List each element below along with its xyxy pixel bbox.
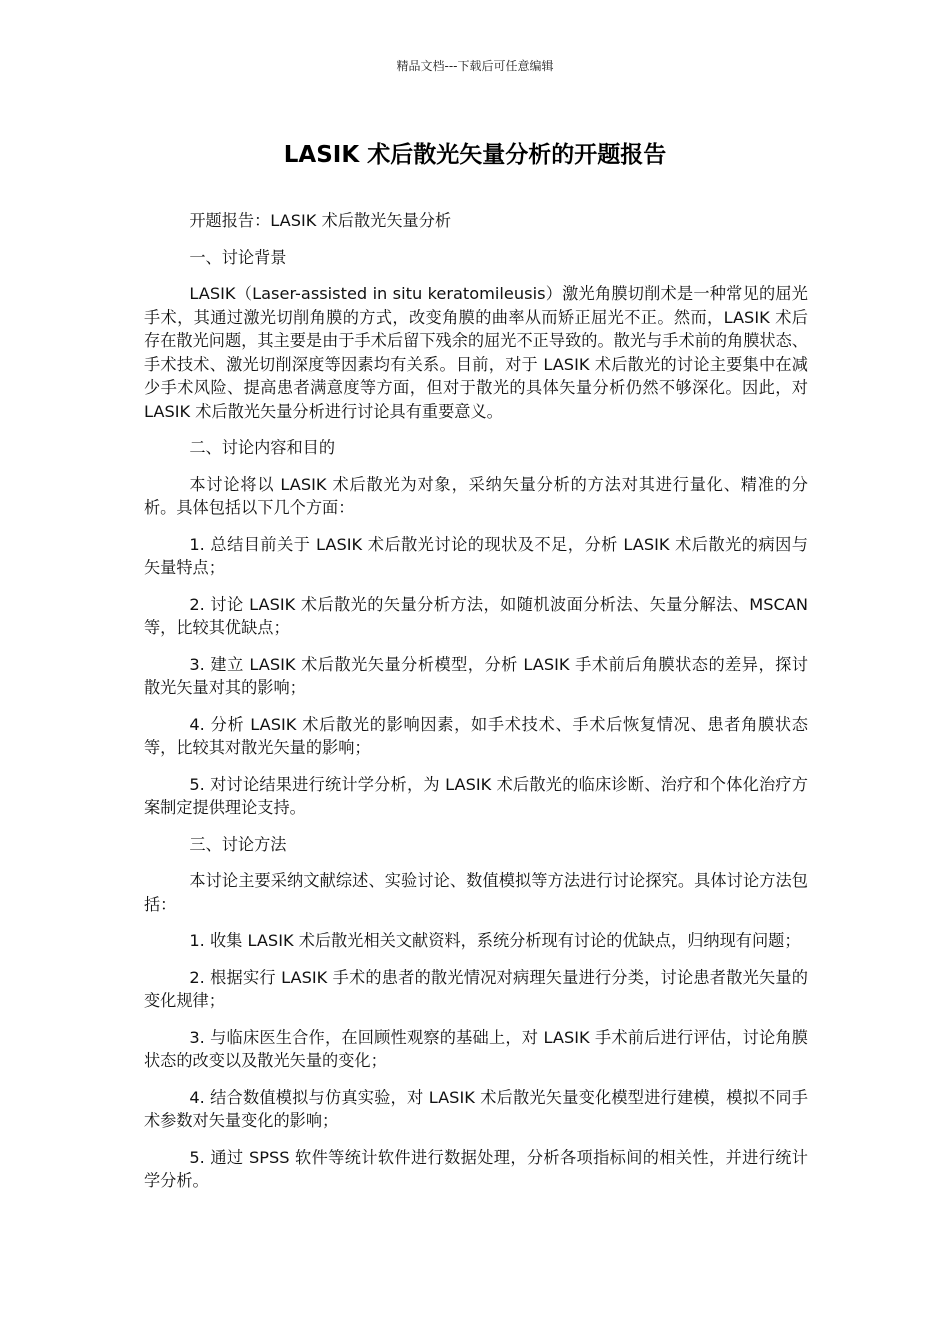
- document-title: LASIK 术后散光矢量分析的开题报告: [283, 142, 667, 168]
- section-heading-methods: 三、讨论方法: [189, 834, 287, 854]
- method-item-2: 2. 根据实行 LASIK 手术的患者的散光情况对病理矢量进行分类，讨论患者散光矢量的变化规律；: [144, 967, 808, 1010]
- section-heading-content: 二、讨论内容和目的: [189, 438, 336, 457]
- content-item-3: 3. 建立 LASIK 术后散光矢量分析模型，分析 LASIK 手术前后角膜状态的差异，探讨散光矢量对其的影响；: [144, 654, 808, 697]
- method-item-4: 4. 结合数值模拟与仿真实验，对 LASIK 术后散光矢量变化模型进行建模，模拟不同手术参数对矢量变化的影响；: [144, 1087, 808, 1130]
- content-intro-paragraph: 本讨论将以 LASIK 术后散光为对象，采纳矢量分析的方法对其进行量化、精准的分析。具体包括以下几个方面：: [144, 474, 808, 517]
- content-item-2: 2. 讨论 LASIK 术后散光的矢量分析方法，如随机波面分析法、矢量分解法、MSCAN 等，比较其优缺点；: [144, 594, 808, 637]
- page-header: 精品文档---下载后可任意编辑: [396, 59, 554, 73]
- section-heading-background: 一、讨论背景: [189, 247, 287, 267]
- method-item-3: 3. 与临床医生合作，在回顾性观察的基础上，对 LASIK 手术前后进行评估，讨论角膜状态的改变以及散光矢量的变化；: [144, 1027, 808, 1070]
- report-subject: 开题报告：LASIK 术后散光矢量分析: [189, 211, 452, 230]
- content-item-1: 1. 总结目前关于 LASIK 术后散光讨论的现状及不足，分析 LASIK 术后散光的病因与矢量特点；: [144, 534, 808, 577]
- content-item-4: 4. 分析 LASIK 术后散光的影响因素，如手术技术、手术后恢复情况、患者角膜状态等，比较其对散光矢量的影响；: [144, 714, 808, 757]
- method-item-1: 1. 收集 LASIK 术后散光相关文献资料，系统分析现有讨论的优缺点，归纳现有问题；: [189, 931, 801, 950]
- background-paragraph: LASIK（Laser-assisted in situ keratomileusis）激光角膜切削术是一种常见的屈光手术，其通过激光切削角膜的方式，改变角膜的曲率从而矫正屈光不正。然而，LASIK 术后存在散光问题，其主要是由于手术后留下残余的屈光不正导致的。散光与手术前的角膜状态、手术技术、激光切削深度等因素均有关系。目前，对于 LASIK 术后散光的讨论主要集中在减少手术风险、提高患者满意度等方面，但对于散光的具体矢量分析仍然不够深化。因此，对 LASIK 术后散光矢量分析进行讨论具有重要意义。: [144, 284, 808, 421]
- document-body: [144, 209, 808, 1206]
- content-item-5: 5. 对讨论结果进行统计学分析，为 LASIK 术后散光的临床诊断、治疗和个体化治疗方案制定提供理论支持。: [144, 774, 808, 817]
- method-item-5: 5. 通过 SPSS 软件等统计软件进行数据处理，分析各项指标间的相关性，并进行统计学分析。: [144, 1147, 808, 1190]
- methods-intro-paragraph: 本讨论主要采纳文献综述、实验讨论、数值模拟等方法进行讨论探究。具体讨论方法包括：: [144, 871, 808, 914]
